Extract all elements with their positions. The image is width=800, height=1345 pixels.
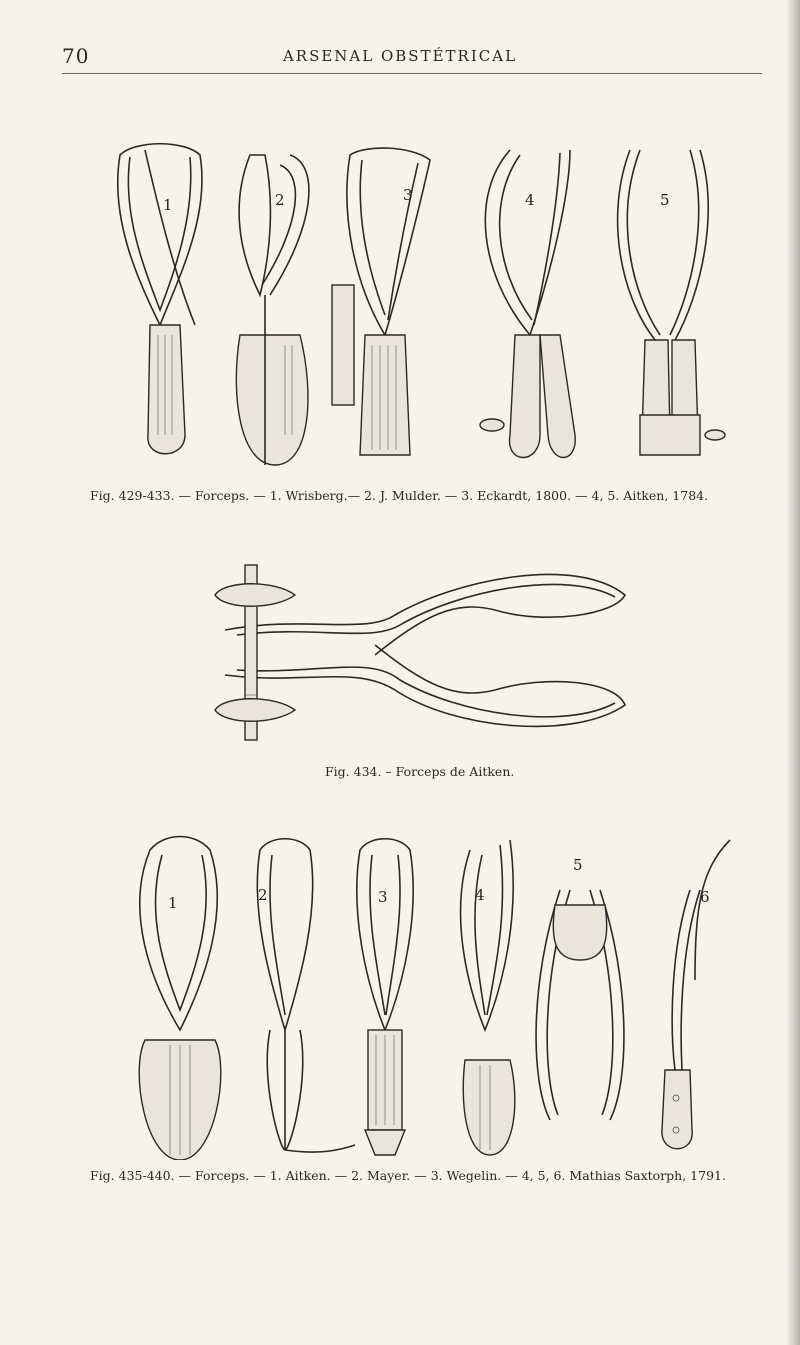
forceps-figure-5 bbox=[618, 150, 725, 455]
bottom-figure-number-3: 3 bbox=[378, 888, 388, 906]
caption-top: Fig. 429-433. — Forceps. — 1. Wrisberg.— 2. J. Mulder. — 3. Eckardt, 1800. — 4, 5. Aitken, 1784. bbox=[90, 488, 709, 503]
bottom-figure-number-5: 5 bbox=[573, 856, 583, 874]
page-edge-shadow bbox=[786, 0, 800, 1345]
forceps-figure-b5 bbox=[536, 890, 624, 1120]
bottom-figure-number-2: 2 bbox=[258, 886, 268, 904]
forceps-figure-b6 bbox=[662, 840, 730, 1149]
bottom-figure-number-4: 4 bbox=[475, 886, 485, 904]
forceps-figure-b1 bbox=[139, 837, 221, 1161]
forceps-figure-b3 bbox=[357, 839, 413, 1155]
top-figure-number-3: 3 bbox=[403, 186, 413, 204]
header-rule bbox=[62, 73, 762, 74]
forceps-figure-b2 bbox=[257, 839, 355, 1152]
forceps-figure-2 bbox=[236, 155, 309, 465]
bottom-figure-number-6: 6 bbox=[700, 888, 710, 906]
forceps-figure-3 bbox=[332, 148, 430, 455]
running-head: ARSENAL OBSTÉTRICAL bbox=[282, 47, 518, 65]
forceps-figure-1 bbox=[118, 144, 202, 454]
top-figure-number-1: 1 bbox=[163, 196, 173, 214]
top-figure-number-2: 2 bbox=[275, 191, 285, 209]
caption-bottom: Fig. 435-440. — Forceps. — 1. Aitken. — 2. Mayer. — 3. Wegelin. — 4, 5, 6. Mathias Saxtorph, 1791. bbox=[90, 1168, 726, 1183]
caption-middle: Fig. 434. – Forceps de Aitken. bbox=[325, 764, 515, 779]
plate-top-forceps-illustration bbox=[100, 135, 740, 470]
bottom-figure-number-1: 1 bbox=[168, 894, 178, 912]
top-figure-number-4: 4 bbox=[525, 191, 535, 209]
plate-middle-aitken-forceps-illustration bbox=[195, 555, 645, 750]
plate-bottom-forceps-illustration bbox=[110, 830, 740, 1160]
page-number: 70 bbox=[62, 44, 90, 68]
forceps-figure-b4 bbox=[461, 840, 515, 1155]
top-figure-number-5: 5 bbox=[660, 191, 670, 209]
